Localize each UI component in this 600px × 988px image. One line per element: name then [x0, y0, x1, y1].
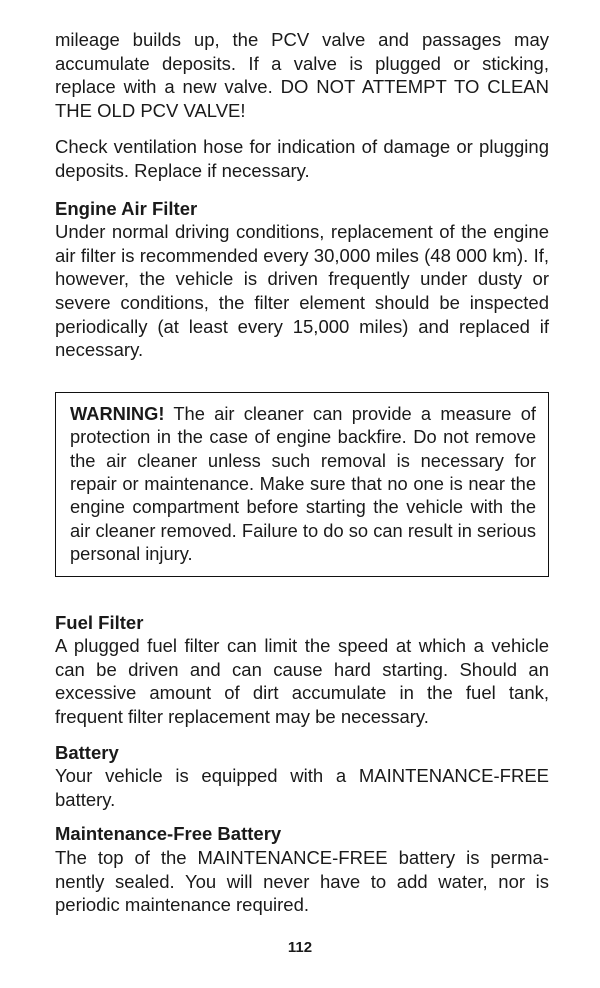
warning-label: WARNING! — [70, 402, 165, 424]
warning-paragraph — [70, 402, 536, 566]
warning-text: The air cleaner can provide a measure of protection in the case of engine backfire. Do not remove the air cleaner unless such removal is necessary for repair or maintenance. Make sure that no one is near the engine compartment before starting the vehicle with the air cleaner removed. Failure to do so can result in serious personal injury. — [70, 402, 536, 565]
engine-air-filter-paragraph: Under normal driving conditions, replacement of the engine air filter is recommended every 30,000 miles (48 000 km). If, however, the vehicle is driven frequently under dusty or severe conditions, the filter element should be inspected periodically (at least every 15,000 miles) and replaced if necessary. — [55, 221, 549, 361]
manual-page — [55, 28, 549, 917]
warning-box — [55, 392, 549, 577]
battery-heading: Battery — [55, 741, 119, 763]
engine-air-filter-heading: Engine Air Filter — [55, 197, 198, 219]
ventilation-hose-paragraph: Check ventilation hose for indication of damage or plugging deposits. Replace if necessary. — [55, 136, 549, 181]
page-number: 112 — [287, 939, 313, 956]
maintenance-free-battery-heading: Maintenance-Free Battery — [55, 823, 282, 845]
maintenance-free-battery-paragraph: The top of the MAINTENANCE-FREE battery is permanently sealed. You will never have to add water, nor is periodic maintenance required. — [55, 846, 549, 916]
fuel-filter-heading: Fuel Filter — [55, 611, 144, 633]
battery-paragraph: Your vehicle is equipped with a MAINTENANCE-FREE battery. — [55, 765, 549, 810]
pcv-continuation-paragraph: mileage builds up, the PCV valve and passages may accumulate deposits. If a valve is plugged or sticking, replace with a new valve. DO NOT ATTEMPT TO CLEAN THE OLD PCV VALVE! — [55, 29, 549, 121]
fuel-filter-paragraph: A plugged fuel filter can limit the speed at which a vehicle can be driven and can cause hard starting. Should an excessive amount of dirt accumulate in the fuel tank, frequent filter replacement may be necessary. — [55, 635, 549, 727]
